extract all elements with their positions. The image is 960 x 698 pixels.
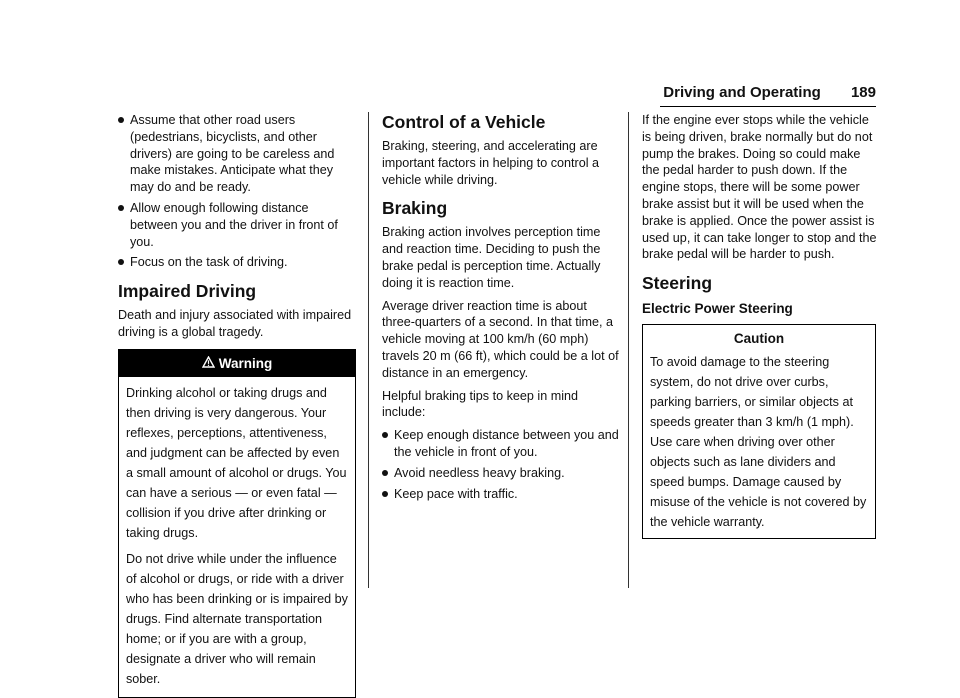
warning-body [119,377,355,697]
bullet-icon [382,491,388,497]
list-item: Keep enough distance between you and the vehicle in front of you. [382,427,620,461]
section-title: Driving and Operating [663,84,821,101]
braking-paragraph: Helpful braking tips to keep in mind include: [382,388,579,420]
caution-box [642,324,876,539]
list-item: Keep pace with traffic. [382,486,620,503]
safety-bullet-list [118,112,356,271]
bullet-icon [118,205,124,211]
bullet-icon [118,259,124,265]
bullet-icon [382,470,388,476]
bullet-icon [118,117,124,123]
page-header [663,84,876,101]
braking-paragraph: Braking action involves perception time and reaction time. Deciding to push the brake pedal is perception time. Actually doing it is reaction time. [382,225,601,290]
impaired-driving-text: Death and injury associated with impaired driving is a global tragedy. [118,308,352,339]
list-item: Avoid needless heavy braking. [382,465,620,482]
warning-paragraph: Drinking alcohol or taking drugs and then driving is very dangerous. Your reflexes, perceptions, attentiveness, and judgment can be affected by even a small amount of alcohol or drugs. You can have a serious — or even fatal — collision if you drive after drinking or taking drugs. [126,385,347,540]
caution-title: Caution [733,331,785,347]
warning-title: Warning [218,355,273,371]
list-item: Assume that other road users (pedestrians, bicyclists, and other drivers) are going to be careless and make mistakes. Anticipate what they may do and be ready. [118,112,356,196]
warning-header [119,350,355,377]
braking-heading: Braking [382,198,448,219]
page-number: 189 [850,84,876,101]
column-divider [628,112,629,588]
steering-heading: Steering [642,273,713,294]
column-left [118,112,356,698]
column-divider [368,112,369,588]
control-of-vehicle-heading: Control of a Vehicle [382,112,546,132]
warning-box [118,349,356,698]
header-rule [660,106,876,107]
list-item: Allow enough following distance between you and the driver in front of you. [118,200,356,250]
caution-text: To avoid damage to the steering system, do not drive over curbs, parking barriers, or similar objects at speeds greater than 3 km/h (1 mph). Use care when driving over other objects such as lane dividers and speed bumps. Damage caused by misuse of the vehicle is not covered by the vehicle warranty. [650,355,867,530]
braking-tips-list [382,427,620,502]
list-item: Focus on the task of driving. [118,254,356,271]
column-middle [382,112,620,508]
electric-power-steering-heading: Electric Power Steering [642,301,793,317]
column-right [642,112,878,539]
engine-stop-text: If the engine ever stops while the vehicle is being driven, brake normally but do not pump the brakes. Doing so could make the pedal harder to push down. If the engine stops, there will be some power brake assist but it will be used when the brake is applied. Once the power assist is used up, it can take longer to stop and the brake pedal will be harder to push. [642,113,877,262]
control-of-vehicle-text: Braking, steering, and accelerating are important factors in helping to control a vehicle while driving. [382,139,600,187]
impaired-driving-heading: Impaired Driving [118,281,257,302]
warning-triangle-icon [202,356,215,371]
caution-body [643,350,875,538]
bullet-icon [382,432,388,438]
braking-paragraph: Average driver reaction time is about three-quarters of a second. In that time, a vehicle moving at 100 km/h (60 mph) travels 20 m (66 ft), which could be a lot of distance in an emergency. [382,298,619,380]
warning-paragraph: Do not drive while under the influence of alcohol or drugs, or ride with a driver who has been drinking or is impaired by drugs. Find alternate transportation home; or if you are with a group, designate a driver who will remain sober. [126,551,348,686]
